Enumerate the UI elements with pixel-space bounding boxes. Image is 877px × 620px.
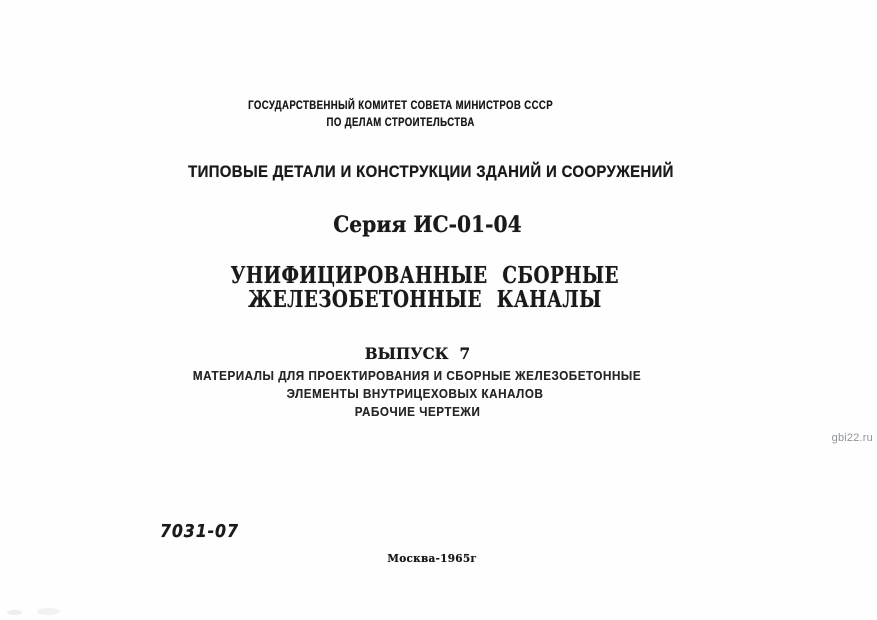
series-number-text: Серия ИС-01-04 <box>333 212 522 238</box>
subtitle-line-3-text: РАБОЧИЕ ЧЕРТЕЖИ <box>354 405 481 419</box>
document-title-line-2-text: ЖЕЛЕЗОБЕТОННЫЕ КАНАЛЫ <box>247 286 602 313</box>
publisher-line-1 <box>0 98 877 112</box>
scan-artifact <box>7 610 22 615</box>
series-heading <box>0 162 877 182</box>
series-heading-text: ТИПОВЫЕ ДЕТАЛИ И КОНСТРУКЦИИ ЗДАНИЙ И СООРУЖЕНИЙ <box>187 162 674 181</box>
subtitle-line-2 <box>0 387 877 401</box>
publisher-line-2 <box>0 115 877 129</box>
series-number <box>0 212 877 238</box>
scan-artifact <box>37 608 60 615</box>
publisher-line-2-text: ПО ДЕЛАМ СТРОИТЕЛЬСТВА <box>326 115 475 129</box>
document-title-line-2 <box>0 286 877 313</box>
subtitle-line-1-text: МАТЕРИАЛЫ ДЛЯ ПРОЕКТИРОВАНИЯ И СБОРНЫЕ ЖЕЛЕЗОБЕТОННЫЕ <box>193 369 642 383</box>
imprint-text: Москва-1965г <box>387 552 478 565</box>
site-watermark: gbi22.ru <box>831 432 873 444</box>
subtitle-line-2-text: ЭЛЕМЕНТЫ ВНУТРИЦЕХОВЫХ КАНАЛОВ <box>287 387 544 401</box>
issue-number <box>0 344 877 363</box>
publisher-line-1-text: ГОСУДАРСТВЕННЫЙ КОМИТЕТ СОВЕТА МИНИСТРОВ СССР <box>248 98 553 112</box>
subtitle-line-1 <box>0 369 877 383</box>
document-title-line-1-text: УНИФИЦИРОВАННЫЕ СБОРНЫЕ <box>230 262 619 289</box>
stamp-code: 7031-07 <box>160 521 239 542</box>
subtitle-line-3 <box>0 405 877 419</box>
issue-number-text: ВЫПУСК 7 <box>364 344 471 363</box>
imprint-line <box>0 552 877 565</box>
document-title-line-1 <box>0 262 877 289</box>
